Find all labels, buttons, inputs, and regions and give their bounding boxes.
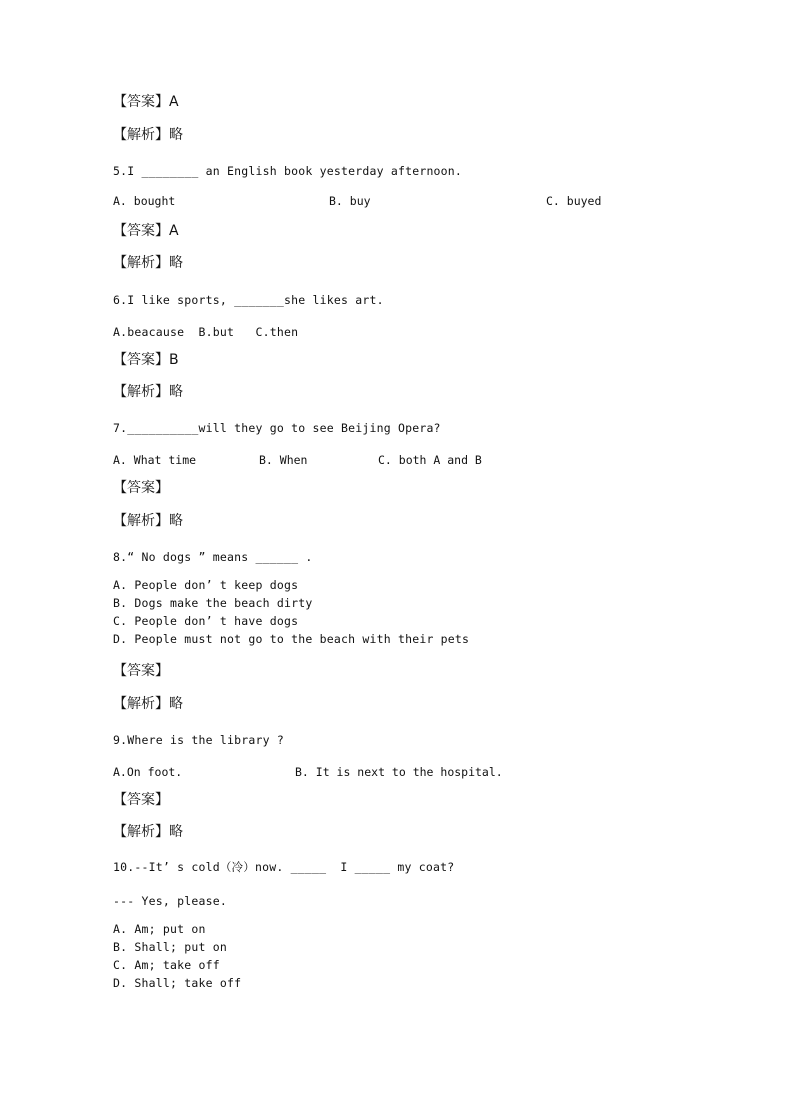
option-b: B. Dogs make the beach dirty <box>113 596 313 610</box>
option-c: C. People don’ t have dogs <box>113 614 299 628</box>
option-a: A. What time <box>113 453 197 467</box>
option-c: C. buyed <box>546 194 602 208</box>
answer-label: 【答案】B <box>113 352 179 368</box>
option-a: A. Am; put on <box>113 922 206 936</box>
question-10: 10.--It’ s cold（冷）now. _____ I _____ my coat? <box>113 860 455 874</box>
question-10-reply: --- Yes, please. <box>113 894 227 908</box>
option-c: C. both A and B <box>378 453 482 467</box>
option-a: A. People don’ t keep dogs <box>113 578 299 592</box>
question-6-options: A.beacause B.but C.then <box>113 325 299 339</box>
option-d: D. Shall; take off <box>113 976 242 990</box>
explanation-label: 【解析】略 <box>113 513 183 529</box>
option-b: B. When <box>259 453 308 467</box>
answer-label: 【答案】A <box>113 94 179 110</box>
question-8: 8.“ No dogs ” means ______ . <box>113 550 313 564</box>
explanation-label: 【解析】略 <box>113 696 183 712</box>
question-9: 9.Where is the library ? <box>113 733 284 747</box>
option-b: B. It is next to the hospital. <box>295 765 503 779</box>
answer-label: 【答案】 <box>113 792 169 808</box>
question-7: 7.__________will they go to see Beijing Opera? <box>113 421 441 435</box>
option-a: A. bought <box>113 194 176 208</box>
option-c: C. Am; take off <box>113 958 220 972</box>
explanation-label: 【解析】略 <box>113 384 183 400</box>
answer-label: 【答案】A <box>113 223 179 239</box>
option-a: A.On foot. <box>113 765 183 779</box>
explanation-label: 【解析】略 <box>113 127 183 143</box>
option-b: B. buy <box>329 194 371 208</box>
explanation-label: 【解析】略 <box>113 255 183 271</box>
answer-label: 【答案】 <box>113 663 169 679</box>
explanation-label: 【解析】略 <box>113 824 183 840</box>
option-b: B. Shall; put on <box>113 940 227 954</box>
question-5: 5.I ________ an English book yesterday afternoon. <box>113 164 463 178</box>
answer-label: 【答案】 <box>113 480 169 496</box>
question-6: 6.I like sports, _______she likes art. <box>113 293 384 307</box>
option-d: D. People must not go to the beach with their pets <box>113 632 470 646</box>
